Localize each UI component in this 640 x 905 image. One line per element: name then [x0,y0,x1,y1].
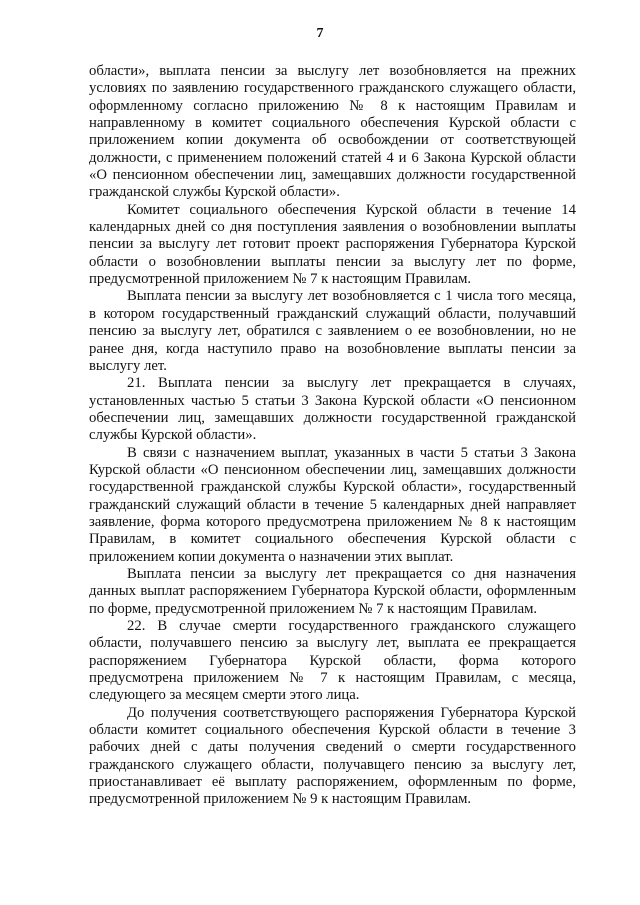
page-number: 7 [316,26,324,41]
paragraph-resumption-date: Выплата пенсии за выслугу лет возобновляется с 1 числа того месяца, в котором государственный гражданский служащий области, получавший пенсию за выслугу лет, обратился с заявлением о ее возобновлении, но не ранее дня, когда наступило право на возобновление выплаты пенсии за выслугу лет. [89,288,576,374]
paragraph-committee-deadline: Комитет социального обеспечения Курской области в течение 14 календарных дней со дня поступления заявления о возобновлении выплаты пенсии за выслугу лет готовит проект распоряжения Губернатора Курской области о возобновлении выплаты пенсии за выслугу лет по форме, предусмотренной приложением № 7 к настоящим Правилам. [89,201,576,288]
paragraph-clause-21: 21. Выплата пенсии за выслугу лет прекращается в случаях, установленных частью 5 статьи 3 Закона Курской области «О пенсионном обеспечении лиц, замещавших должности государственной гражданской службы Курской области». [89,375,576,444]
paragraph-payments-appointment: В связи с назначением выплат, указанных в части 5 статьи 3 Закона Курской области «О пенсионном обеспечении лиц, замещавших должности государственной гражданской службы Курской области», государственный гражданский служащий области в течение 5 календарных дней направляет заявление, форма которого предусмотрена приложением № 8 к настоящим Правилам, в комитет социального обеспечения Курской области с приложением копии документа о назначении этих выплат. [89,444,576,565]
document-body [89,63,576,809]
paragraph-termination-date: Выплата пенсии за выслугу лет прекращается со дня назначения данных выплат распоряжением Губернатора Курской области, оформленным по форме, предусмотренной приложением № 7 к настоящим Правилам. [89,565,576,617]
paragraph-suspension: До получения соответствующего распоряжения Губернатора Курской области комитет социального обеспечения Курской области в течение 3 рабочих дней с даты получения сведений о смерти государственного гражданского служащего области, получавщего пенсию за выслугу лет, приостанавливает её выплату распоряжением, оформленным по форме, предусмотренной приложением № 9 к настоящим Правилам. [89,704,576,808]
paragraph-continuation: области», выплата пенсии за выслугу лет возобновляется на прежних условиях по заявлению государственного гражданского служащего области, оформленному согласно приложению № 8 к настоящим Правилам и направленному в комитет социального обеспечения Курской области с приложением копии документа об освобождении от соответствующей должности, с применением положений статей 4 и 6 Закона Курской области «О пенсионном обеспечении лиц, замещавших должности государственной гражданской службы Курской области». [89,63,576,201]
paragraph-clause-22: 22. В случае смерти государственного гражданского служащего области, получавшего пенсию за выслугу лет, выплата ее прекращается распоряжением Губернатора Курской области, форма которого предусмотрена приложением № 7 к настоящим Правилам, с месяца, следующего за месяцем смерти этого лица. [89,618,576,704]
